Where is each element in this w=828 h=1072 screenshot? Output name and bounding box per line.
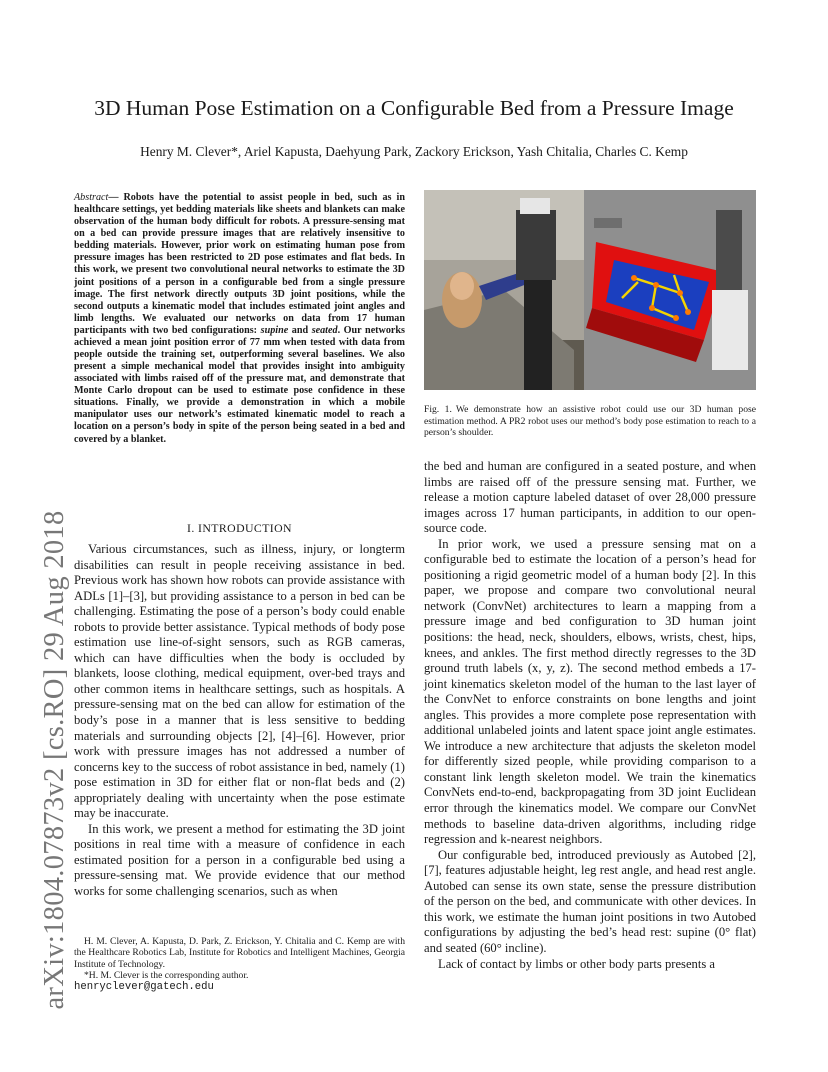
author-list: Henry M. Clever*, Ariel Kapusta, Daehyung Park, Zackory Erickson, Yash Chitalia, Charles C. Kemp	[140, 144, 688, 159]
abstract-and: and	[288, 324, 312, 336]
abstract	[74, 192, 405, 446]
intro-paragraph-4: In prior work, we used a pressure sensing mat on a configurable bed to estimate the location of a person’s head for positioning a rigid geometric model of a human body [2]. In this paper, we propose and compare two convolutional neural network (ConvNet) architectures to learn a mapping from a pressure image and bed configuration to 3D human joint positions: the head, neck, shoulders, elbows, wrists, chest, hips, knees, and ankles. The first method directly regresses to the 3D ground truth labels (x, y, z). The second method embeds a 17-joint kinematics skeleton model of the human to the last layer of the ConvNet to enforce constraints on bone lengths and joint angles. This provides a more complete pose representation with additional unlabeled joints and latent space joint angle estimates. We introduce a new architecture that adjusts the skeleton model for differently sized people, while providing comparison to a constant link length skeleton model. We train the kinematics ConvNets end-to-end, backpropagating from 3D joint Euclidean error through the kinematics model. We compare our ConvNet methods to baseline data-driven algorithms, including ridge regression and k-nearest neighbors.	[424, 536, 756, 847]
abstract-supine: supine	[260, 324, 289, 336]
figure-1-image	[424, 190, 756, 390]
abstract-text-2: . Our networks achieved a mean joint position error of 77 mm when tested with data from people outside the training set, outperforming several baselines. We also present a simple mechanical model that provides insight into ambiguity associated with limbs raised off of the pressure mat, and demonstrate that Monte Carlo dropout can be used to estimate pose confidence in these situations. Finally, we provide a demonstration in which a mobile manipulator uses our network’s estimated kinematic model to reach a location on a person’s body in spite of the person being seated in a bed and covered by a blanket.	[74, 324, 405, 445]
paper-title: 3D Human Pose Estimation on a Configurable Bed from a Pressure Image	[94, 96, 734, 120]
abstract-text-1: — Robots have the potential to assist people in bed, such as in healthcare settings, yet bedding materials like sheets and blankets can make observation of the human body difficult for robots. A pressure-sensing mat on a bed can provide pressure images that are relatively insensitive to bedding materials. However, prior work on estimating human pose from pressure images has been restricted to 2D pose estimates and flat beds. In this work, we present two convolutional neural networks to estimate the 3D joint positions of a person in a configurable bed from a single pressure image. The first network directly outputs 3D joint positions, while the second outputs a kinematic model that includes estimated joint angles and limb lengths. We evaluated our networks on data from 17 human participants with two bed configurations:	[74, 192, 405, 336]
intro-paragraph-5: Our configurable bed, introduced previously as Autobed [2], [7], features adjustable height, leg rest angle, and head rest angle. Autobed can sense its own state, sense the pressure distribution of the person on the bed, and communicate with other devices. In this work, we estimate the human joint positions in two Autobed configurations by adjusting the bed’s head rest: supine (0° flat) and seated (60° incline).	[424, 847, 756, 955]
arxiv-identifier: arXiv:1804.07873v2 [cs.RO] 29 Aug 2018	[39, 510, 70, 1010]
footnote-corresponding: *H. M. Clever is the corresponding author.	[84, 970, 249, 982]
abstract-seated: seated	[311, 324, 338, 336]
figure-caption-text: We demonstrate how an assistive robot could use our 3D human pose estimation method. A PR2 robot uses our method’s body pose estimation to reach to a person’s shoulder.	[424, 404, 756, 438]
author-footnote	[74, 936, 405, 993]
figure-label: Fig. 1.	[424, 404, 452, 415]
footnote-email: henryclever@gatech.edu	[74, 980, 214, 993]
abstract-lead: Abstract	[74, 192, 109, 203]
section-heading-introduction: I. INTRODUCTION	[187, 521, 292, 535]
intro-paragraph-2: In this work, we present a method for estimating the 3D joint positions in real time with a measure of confidence in each estimated position for a person in a configurable bed using a pressure-sensing mat. We provide evidence that our method works for some challenging scenarios, such as when	[74, 821, 405, 899]
left-column-body	[74, 542, 405, 900]
footnote-affiliation: H. M. Clever, A. Kapusta, D. Park, Z. Erickson, Y. Chitalia and C. Kemp are with the Healthcare Robotics Lab, Institute for Robotics and Intelligent Machines, Georgia Institute of Technology.	[74, 936, 405, 970]
intro-paragraph-1: Various circumstances, such as illness, injury, or longterm disabilities can result in people receiving assistance in bed. Previous work has shown how robots can provide assistance with ADLs [1]–[3], but providing assistance to a person in bed can be challenging. Estimating the pose of a person’s body could enable robots to provide better assistance. Typical methods of body pose estimation use line-of-sight sensors, such as RGB cameras, which can have difficulties when the body is occluded by blankets, loose clothing, medical equipment, over-bed trays and other common items in healthcare settings, such as hospitals. A pressure-sensing mat on the bed can allow for estimation of the body’s pose in a manner that is less sensitive to bedding materials and surrounding objects [2], [4]–[6]. However, prior work with pressure images has not addressed a number of concerns key to the success of robot assistance in bed, namely (1) pose estimation in 3D for either flat or non-flat beds and (2) appropriately dealing with uncertainty when the pose estimate may be inaccurate.	[74, 542, 405, 821]
figure-1-caption	[424, 404, 756, 439]
right-column-body	[424, 459, 756, 972]
intro-paragraph-3: the bed and human are configured in a seated posture, and when limbs are raised off of the pressure sensing mat. Further, we release a motion capture labeled dataset of over 28,000 pressure images across 17 human participants, in addition to our open-source code.	[424, 459, 756, 536]
intro-paragraph-6: Lack of contact by limbs or other body parts presents a	[438, 956, 715, 971]
